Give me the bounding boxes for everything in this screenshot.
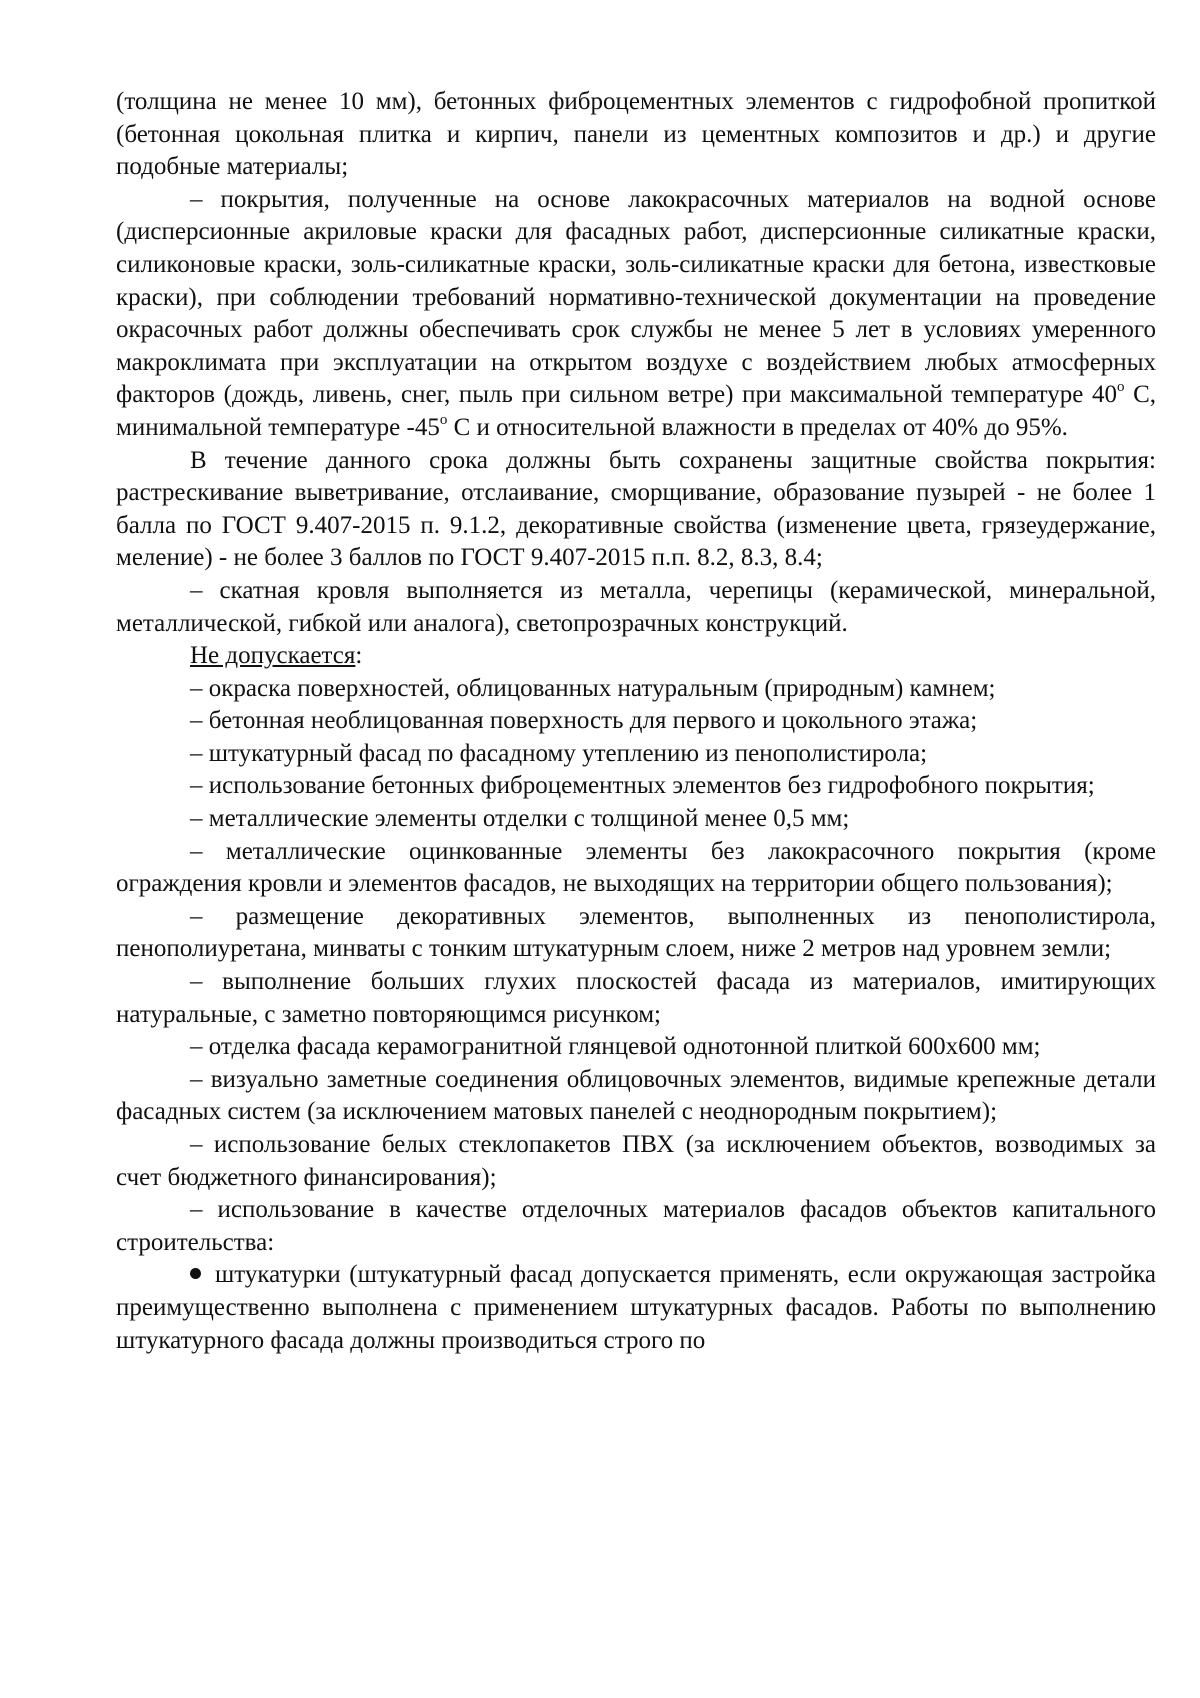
degree-sign: o bbox=[439, 411, 448, 428]
list-item: – штукатурный фасад по фасадному утеплению из пенополистирола; bbox=[190, 739, 928, 767]
paragraph: В течение данного срока должны быть сохранены защитные свойства покрытия: растрескивание выветривание, отслаивание, сморщивание, образование пузырей - не более 1 балла по ГОСТ 9.407-2015 п. 9.1.2, декоративные свойства (изменение цвета, грязеудержание, меление) - не более 3 баллов по ГОСТ 9.407-2015 п.п. 8.2, 8.3, 8.4; bbox=[116, 446, 1156, 572]
list-item: – визуально заметные соединения облицовочных элементов, видимые крепежные детали фасадных систем (за исключением матовых панелей с неоднородным покрытием); bbox=[116, 1065, 1156, 1126]
list-item: – металлические оцинкованные элементы без лакокрасочного покрытия (кроме ограждения кровли и элементов фасадов, не выходящих на территории общего пользования); bbox=[116, 837, 1156, 898]
paragraph bbox=[116, 184, 1156, 445]
paragraph: (толщина не менее 10 мм), бетонных фиброцементных элементов с гидрофобной пропиткой (бетонная цокольная плитка и кирпич, панели из цементных композитов и др.) и другие подобные материалы; bbox=[116, 88, 1156, 181]
list-item: – металлические элементы отделки с толщиной менее 0,5 мм; bbox=[190, 805, 850, 833]
bullet-dot-icon bbox=[190, 1268, 201, 1279]
list-item: – окраска поверхностей, облицованных натуральным (природным) камнем; bbox=[190, 674, 996, 702]
paragraph-text: – покрытия, полученные на основе лакокрасочных материалов на водной основе (дисперсионные акриловые краски для фасадных работ, дисперсионные силикатные краски, силиконовые краски, золь-силикатные краски, золь-силикатные краски для бетона, известковые краски), при соблюдении требований нормативно-технической документации на проведение окрасочных работ должны обеспечивать срок службы не менее 5 лет в условиях умеренного макроклимата при эксплуатации на открытом воздухе с воздействием любых атмосферных факторов (дождь, ливень, снег, пыль при сильном ветре) при максимальной температуре 40 bbox=[116, 185, 1156, 409]
paragraph-text: С и относительной влажности в пределах от 40% до 95%. bbox=[453, 413, 1068, 441]
list-item: – выполнение больших глухих плоскостей фасада из материалов, имитирующих натуральные, с заметно повторяющимся рисунком; bbox=[116, 968, 1156, 1028]
list-item: – отделка фасада керамогранитной глянцевой однотонной плиткой 600х600 мм; bbox=[190, 1033, 1041, 1061]
bullet-list-item bbox=[116, 1259, 1156, 1357]
bullet-text: штукатурки (штукатурный фасад допускается применять, если окружающая застройка преимущественно выполнена с применением штукатурных фасадов. Работы по выполнению штукатурного фасада должны производиться строго по bbox=[116, 1261, 1156, 1354]
list-item: – размещение декоративных элементов, выполненных из пенополистирола, пенополиуретана, минваты с тонким штукатурным слоем, ниже 2 метров над уровнем земли; bbox=[116, 902, 1156, 963]
section-heading bbox=[116, 640, 1156, 673]
list-item: – использование бетонных фиброцементных элементов без гидрофобного покрытия; bbox=[190, 772, 1095, 800]
list-item: – использование белых стеклопакетов ПВХ (за исключением объектов, возводимых за счет бюджетного финансирования); bbox=[116, 1131, 1156, 1191]
paragraph-text: С, минимальной температуре -45 bbox=[116, 381, 1157, 441]
list-item: – бетонная необлицованная поверхность для первого и цокольного этажа; bbox=[190, 707, 978, 735]
paragraph: – скатная кровля выполняется из металла, черепицы (керамической, минеральной, металлической, гибкой или аналога), светопрозрачных конструкций. bbox=[116, 576, 1156, 637]
heading-underlined: Не допускается bbox=[190, 642, 356, 670]
degree-sign: o bbox=[1116, 379, 1125, 396]
heading-colon: : bbox=[355, 642, 363, 670]
list-item: – использование в качестве отделочных материалов фасадов объектов капитального строительства: bbox=[116, 1196, 1156, 1256]
